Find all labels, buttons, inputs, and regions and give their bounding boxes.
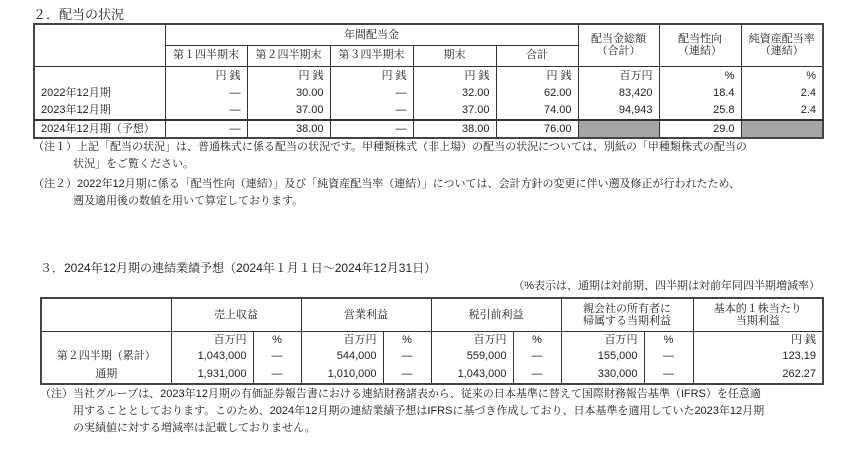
header-total: 合計 bbox=[496, 45, 578, 66]
cell: — bbox=[330, 102, 413, 120]
cell: 83,420 bbox=[578, 85, 659, 102]
cell: 123.19 bbox=[693, 348, 823, 365]
forecast-note-line-1: （注）当社グループは、2023年12月期の有価証券報告書における連結財務諸表から、従来の日本基準に替えて国際財務報告基準（IFRS）を任意適 bbox=[40, 388, 761, 400]
cell: 1,043,000 bbox=[171, 348, 253, 365]
cell: 1,043,000 bbox=[431, 365, 513, 384]
dividend-table bbox=[33, 23, 824, 139]
unit: 百万円 bbox=[431, 331, 513, 348]
cell: — bbox=[253, 348, 301, 365]
row-label: 2023年12月期 bbox=[34, 102, 165, 120]
unit: % bbox=[513, 331, 561, 348]
header-empty bbox=[41, 298, 171, 331]
cell: 76.00 bbox=[496, 120, 578, 138]
cell: 2.4 bbox=[741, 102, 823, 120]
cell: 29.0 bbox=[659, 120, 741, 138]
table-row bbox=[41, 348, 823, 365]
header-q2: 第２四半期末 bbox=[247, 45, 330, 66]
cell: 2.4 bbox=[741, 85, 823, 102]
note-2-line-1: （注２）2022年12月期に係る「配当性向（連結）」及び「純資産配当率（連結）」については、会計方針の変更に伴い遡及修正が行われたため、 bbox=[33, 178, 741, 190]
unit: 円 銭 bbox=[693, 331, 823, 348]
unit: % bbox=[644, 331, 693, 348]
cell: — bbox=[165, 85, 247, 102]
cell: 37.00 bbox=[413, 102, 496, 120]
cell: 544,000 bbox=[301, 348, 383, 365]
cell: — bbox=[513, 348, 561, 365]
cell: 330,000 bbox=[561, 365, 644, 384]
cell: 94,943 bbox=[578, 102, 659, 120]
cell: 74.00 bbox=[496, 102, 578, 120]
header-revenue: 売上収益 bbox=[171, 298, 301, 331]
header-operating-profit: 営業利益 bbox=[301, 298, 431, 331]
forecast-note-line-3: の実績値に対する増減率は記載しておりません。 bbox=[73, 422, 316, 434]
row-label: 第２四半期（累計） bbox=[41, 348, 171, 365]
unit: 円 銭 bbox=[247, 66, 330, 85]
unit: % bbox=[659, 66, 741, 85]
row-label: 2022年12月期 bbox=[34, 85, 165, 102]
cell: — bbox=[383, 348, 431, 365]
note-2-line-2: 遡及適用後の数値を用いて算定しております。 bbox=[73, 195, 304, 207]
unit: 円 銭 bbox=[413, 66, 496, 85]
cell: 155,000 bbox=[561, 348, 644, 365]
cell: 62.00 bbox=[496, 85, 578, 102]
cell: — bbox=[513, 365, 561, 384]
note-1-line-2: 状況」をご覧ください。 bbox=[73, 158, 194, 170]
unit: % bbox=[741, 66, 823, 85]
cell: 1,931,000 bbox=[171, 365, 253, 384]
cell: — bbox=[165, 102, 247, 120]
unit: 百万円 bbox=[561, 331, 644, 348]
table-row bbox=[41, 365, 823, 384]
unit: 百万円 bbox=[171, 331, 253, 348]
forecast-table bbox=[40, 297, 824, 385]
cell: 18.4 bbox=[659, 85, 741, 102]
unit: 円 銭 bbox=[330, 66, 413, 85]
header-empty bbox=[34, 24, 165, 66]
header-pretax-profit: 税引前利益 bbox=[431, 298, 561, 331]
table-row bbox=[34, 102, 823, 120]
row-label: 通期 bbox=[41, 365, 171, 384]
unit: % bbox=[383, 331, 431, 348]
cell: 38.00 bbox=[413, 120, 496, 138]
cell: 262.27 bbox=[693, 365, 823, 384]
units-row bbox=[41, 331, 823, 348]
cell: — bbox=[165, 120, 247, 138]
table-row-forecast bbox=[34, 120, 823, 138]
unit: 百万円 bbox=[301, 331, 383, 348]
header-annual: 年間配当金 bbox=[165, 24, 578, 45]
cell: 25.8 bbox=[659, 102, 741, 120]
section-title-dividends: ２．配当の状況 bbox=[33, 7, 125, 22]
cell: 32.00 bbox=[413, 85, 496, 102]
cell: — bbox=[253, 365, 301, 384]
units-row bbox=[34, 66, 823, 85]
header-q3: 第３四半期末 bbox=[330, 45, 413, 66]
cell: 37.00 bbox=[247, 102, 330, 120]
note-2 bbox=[33, 176, 740, 210]
cell: — bbox=[330, 85, 413, 102]
forecast-note bbox=[40, 386, 764, 437]
unit: 百万円 bbox=[578, 66, 659, 85]
cell-shaded bbox=[578, 120, 659, 138]
cell: — bbox=[644, 365, 693, 384]
forecast-subtitle: （%表示は、通期は対前期、四半期は対前年同四半期増減率） bbox=[513, 280, 820, 292]
header-end: 期末 bbox=[413, 45, 496, 66]
header-amount: 配当金総額 （合計） bbox=[578, 24, 659, 66]
cell: 30.00 bbox=[247, 85, 330, 102]
cell: — bbox=[330, 120, 413, 138]
header-q1: 第１四半期末 bbox=[165, 45, 247, 66]
row-label: 2024年12月期（予想） bbox=[34, 120, 165, 138]
cell-shaded bbox=[741, 120, 823, 138]
section-title-forecast: ３．2024年12月期の連結業績予想（2024年１月１日～2024年12月31日） bbox=[40, 261, 437, 275]
cell: 559,000 bbox=[431, 348, 513, 365]
forecast-note-line-2: 用することとしております。このため、2024年12月期の連結業績予想はIFRSに基づき作成しており、日本基準を適用していた2023年12月期 bbox=[73, 405, 765, 417]
unit: 円 銭 bbox=[496, 66, 578, 85]
header-net-profit: 親会社の所有者に 帰属する当期利益 bbox=[561, 298, 693, 331]
note-1-line-1: （注１）上記「配当の状況」は、普通株式に係る配当の状況です。甲種類株式（非上場）の配当の状況については、別紙の「甲種類株式の配当の bbox=[33, 141, 747, 153]
header-payout: 配当性向 （連結） bbox=[659, 24, 741, 66]
cell: 38.00 bbox=[247, 120, 330, 138]
cell: 1,010,000 bbox=[301, 365, 383, 384]
unit: 円 銭 bbox=[165, 66, 247, 85]
cell: — bbox=[644, 348, 693, 365]
cell: — bbox=[383, 365, 431, 384]
unit: % bbox=[253, 331, 301, 348]
header-doe: 純資産配当率 （連結） bbox=[741, 24, 823, 66]
note-1 bbox=[33, 139, 747, 173]
table-row bbox=[34, 85, 823, 102]
header-eps: 基本的１株当たり 当期利益 bbox=[693, 298, 823, 331]
